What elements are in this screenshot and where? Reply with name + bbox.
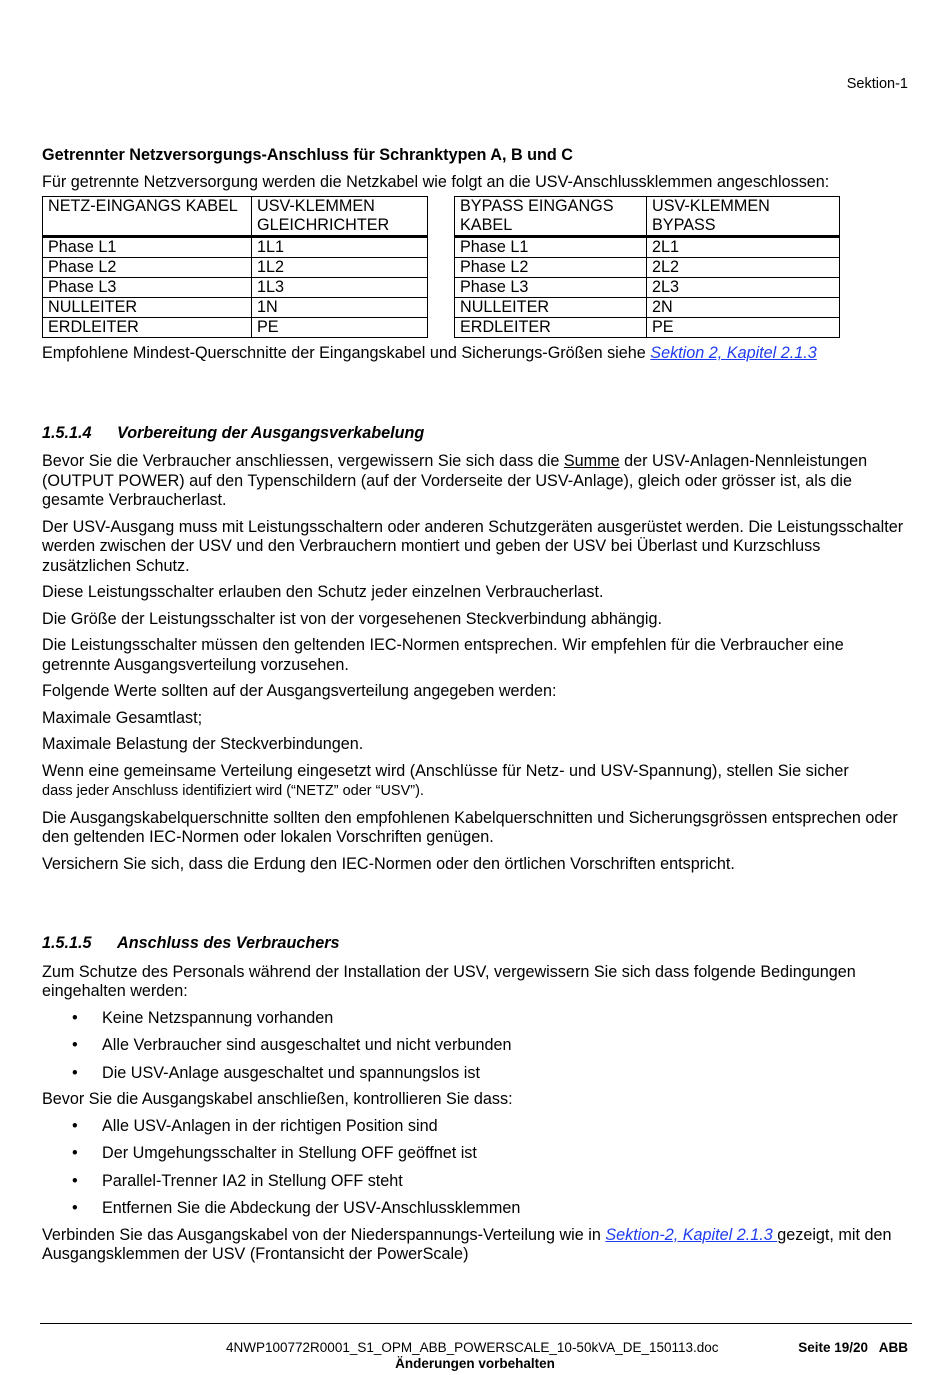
paragraph: Diese Leistungsschalter erlauben den Schutz jeder einzelnen Verbraucherlast. — [42, 583, 604, 601]
table-row — [43, 237, 428, 258]
table-cell: PE — [647, 318, 840, 338]
list-item-text: Die USV-Anlage ausgeschaltet und spannungslos ist — [102, 1063, 480, 1082]
intro-text: Für getrennte Netzversorgung werden die Netzkabel wie folgt an die USV-Anschlussklemmen angeschlossen: — [42, 172, 830, 191]
table-cell: 1L1 — [252, 237, 428, 258]
table-cell: PE — [252, 318, 428, 338]
paragraph: Folgende Werte sollten auf der Ausgangsverteilung angegeben werden: — [42, 682, 557, 700]
mains-input-table — [42, 196, 428, 338]
list-item-text: Der Umgehungsschalter in Stellung OFF geöffnet ist — [102, 1144, 477, 1162]
section-2-link[interactable]: Sektion 2, Kapitel 2.1.3 — [650, 344, 817, 362]
footer-document-id: 4NWP100772R0001_S1_OPM_ABB_POWERSCALE_10-50kVA_DE_150113.doc — [226, 1340, 719, 1355]
table-header: NETZ-EINGANGS KABEL — [43, 197, 252, 237]
bullet-icon: • — [72, 1063, 78, 1082]
paragraph — [42, 1226, 908, 1265]
table-header: USV-KLEMMEN BYPASS — [647, 197, 840, 237]
table-cell: Phase L3 — [43, 278, 252, 298]
list-item — [42, 1172, 908, 1192]
table-row — [43, 278, 428, 298]
intro-heading: Getrennter Netzversorgungs-Anschluss für Schranktypen A, B und C — [42, 146, 573, 164]
table-cell: Phase L1 — [455, 237, 647, 258]
paragraph: Die Ausgangskabelquerschnitte sollten den empfohlenen Kabelquerschnitten und Sicherungsgrössen entsprechen oder den geltenden IEC-Normen oder lokalen Vorschriften genügen. — [42, 808, 898, 846]
paragraph: Der USV-Ausgang muss mit Leistungsschaltern oder anderen Schutzgeräten ausgerüstet werden. Die Leistungsschalter werden zwischen der USV und den Verbrauchern montiert und geben der USV bei Überlast und Kurzschluss zusätzlichen Schutz. — [42, 517, 904, 575]
table-cell: ERDLEITER — [43, 318, 252, 338]
list-item-text: Parallel-Trenner IA2 in Stellung OFF steht — [102, 1171, 403, 1190]
bullet-icon: • — [72, 1036, 78, 1054]
paragraph: Zum Schutze des Personals während der Installation der USV, vergewissern Sie sich dass folgende Bedingungen eingehalten werden: — [42, 962, 856, 1000]
list-item — [42, 1036, 908, 1056]
paragraph: Maximale Belastung der Steckverbindungen. — [42, 735, 364, 753]
list-item — [42, 1117, 908, 1137]
footer-note: Änderungen vorbehalten — [395, 1356, 555, 1371]
section-number: 1.5.1.4 — [42, 423, 92, 442]
page-section-label: Sektion-1 — [846, 76, 908, 92]
list-item-text: Keine Netzspannung vorhanden — [102, 1008, 334, 1027]
table-header: USV-KLEMMEN GLEICHRICHTER — [252, 197, 428, 237]
paragraph-text: Wenn eine gemeinsame Verteilung eingesetzt wird (Anschlüsse für Netz- und USV-Spannung), stellen Sie sicher — [42, 761, 849, 780]
table-cell: Phase L3 — [455, 278, 647, 298]
paragraph: Versichern Sie sich, dass die Erdung den IEC-Normen oder den örtlichen Vorschriften entspricht. — [42, 854, 735, 873]
check-list — [42, 1117, 908, 1219]
table-cell: Phase L2 — [43, 258, 252, 278]
document-body — [42, 146, 908, 1272]
table-cell: NULLEITER — [43, 298, 252, 318]
table-row — [455, 258, 840, 278]
table-cell: NULLEITER — [455, 298, 647, 318]
paragraph: Bevor Sie die Ausgangskabel anschließen, kontrollieren Sie dass: — [42, 1090, 513, 1108]
table-cell: 2L1 — [647, 237, 840, 258]
table-cell: Phase L2 — [455, 258, 647, 278]
table-cell: 1N — [252, 298, 428, 318]
paragraph-text: Verbinden Sie das Ausgangskabel von der Niederspannungs-Verteilung wie in — [42, 1225, 606, 1244]
list-item — [42, 1144, 908, 1164]
bullet-icon: • — [72, 1199, 78, 1217]
section-title: Anschluss des Verbrauchers — [117, 934, 340, 952]
paragraph — [42, 452, 908, 511]
table-cell: ERDLEITER — [455, 318, 647, 338]
table-row — [43, 318, 428, 338]
table-cell: 2L3 — [647, 278, 840, 298]
list-item-text: Alle Verbraucher sind ausgeschaltet und nicht verbunden — [102, 1036, 512, 1054]
section-title: Vorbereitung der Ausgangsverkabelung — [117, 423, 425, 442]
table-cell: 1L3 — [252, 278, 428, 298]
table-row — [455, 278, 840, 298]
section-number: 1.5.1.5 — [42, 934, 92, 952]
list-item-text: Entfernen Sie die Abdeckung der USV-Anschlussklemmen — [102, 1199, 521, 1217]
table-row — [43, 298, 428, 318]
table-row — [455, 318, 840, 338]
bullet-icon: • — [72, 1116, 78, 1135]
section-2-link[interactable]: Sektion-2, Kapitel 2.1.3 — [605, 1225, 778, 1244]
section-heading-1515 — [42, 934, 908, 954]
recommendation-text — [42, 344, 908, 364]
table-header: BYPASS EINGANGS KABEL — [455, 197, 647, 237]
bullet-icon: • — [72, 1008, 78, 1027]
underlined-sum: Summe — [563, 452, 620, 470]
table-cell: 1L2 — [252, 258, 428, 278]
section-heading-1514 — [42, 424, 908, 444]
list-item-text: Alle USV-Anlagen in der richtigen Position sind — [102, 1116, 438, 1135]
bullet-icon: • — [72, 1171, 78, 1190]
connection-tables — [42, 196, 908, 338]
table-row — [43, 258, 428, 278]
list-item — [42, 1199, 908, 1219]
table-row — [455, 298, 840, 318]
recommendation-label: Empfohlene Mindest-Querschnitte der Eingangskabel und Sicherungs-Größen siehe — [42, 344, 651, 362]
paragraph-text: Bevor Sie die Verbraucher anschliessen, vergewissern Sie sich dass die — [42, 452, 564, 470]
list-item — [42, 1064, 908, 1084]
bullet-icon: • — [72, 1144, 78, 1162]
paragraph: Die Leistungsschalter müssen den geltenden IEC-Normen entsprechen. Wir empfehlen für die Verbraucher eine getrennte Ausgangsverteilung vorzusehen. — [42, 636, 844, 674]
paragraph — [42, 762, 908, 802]
list-item — [42, 1009, 908, 1029]
paragraph: Maximale Gesamtlast; — [42, 708, 203, 727]
paragraph: Die Größe der Leistungsschalter ist von der vorgesehenen Steckverbindung abhängig. — [42, 609, 662, 628]
footer-divider — [40, 1323, 912, 1324]
condition-list — [42, 1009, 908, 1084]
table-cell: Phase L1 — [43, 237, 252, 258]
paragraph-text: dass jeder Anschluss identifiziert wird (“NETZ” oder “USV”). — [42, 783, 424, 799]
footer-page-number: Seite 19/20 ABB — [798, 1340, 908, 1355]
paragraph-text: der USV-Anlagen-Nennleistungen (OUTPUT POWER) auf den Typenschildern (auf der Vorderseite der USV-Anlage), gleich oder grösser ist, als die gesamte Verbraucherlast. — [42, 452, 868, 509]
table-cell: 2N — [647, 298, 840, 318]
bypass-input-table — [454, 196, 840, 338]
paragraph-text: gezeigt, mit den Ausgangsklemmen der USV (Frontansicht der PowerScale) — [42, 1225, 892, 1263]
table-cell: 2L2 — [647, 258, 840, 278]
table-row — [455, 237, 840, 258]
